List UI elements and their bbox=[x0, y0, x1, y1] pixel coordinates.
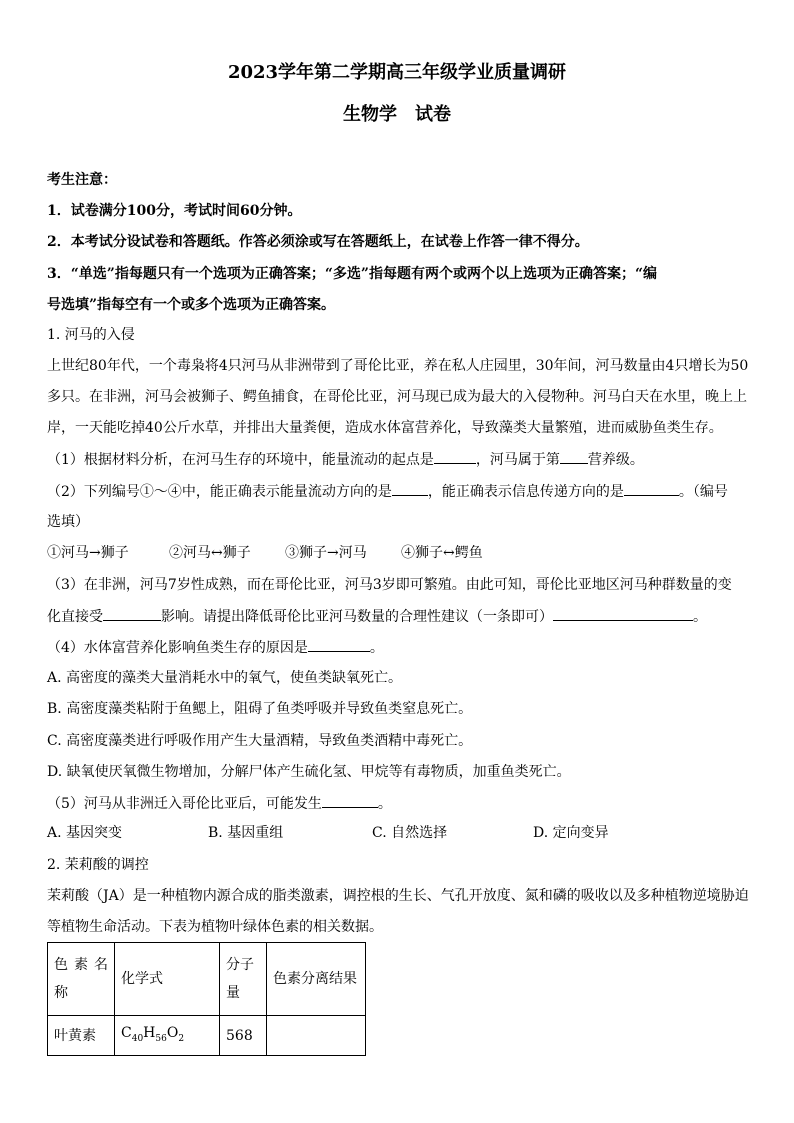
answer-blank[interactable] bbox=[434, 449, 476, 464]
table-cell-name: 叶黄素 bbox=[48, 1016, 115, 1056]
q1-sub2-cont: 选填） bbox=[47, 514, 89, 530]
notice-item-1: 1．试卷满分100分，考试时间60分钟。 bbox=[47, 203, 302, 219]
formula-part: H bbox=[143, 1024, 156, 1041]
q2-passage-line-2: 等植物生命活动。下表为植物叶绿体色素的相关数据。 bbox=[47, 919, 383, 935]
exam-title: 2023学年第二学期高三年级学业质量调研 bbox=[227, 62, 567, 83]
q1-sub4-option-b: B. 高密度藻类粘附于鱼鳃上，阻碍了鱼类呼吸并导致鱼类窒息死亡。 bbox=[47, 701, 473, 717]
q1-sub5-text-b: 。 bbox=[377, 796, 392, 812]
q1-sub4-option-c: C. 高密度藻类进行呼吸作用产生大量酒精，导致鱼类酒精中毒死亡。 bbox=[47, 733, 473, 749]
option: D. 定向变异 bbox=[533, 825, 609, 841]
option: C. 自然选择 bbox=[372, 825, 448, 841]
option: ①河马→狮子 bbox=[47, 545, 129, 561]
q1-sub4-text-b: 。 bbox=[369, 640, 384, 656]
notice-item-2: 2．本考试分设试卷和答题纸。作答必须涂或写在答题纸上，在试卷上作答一律不得分。 bbox=[47, 234, 589, 250]
q1-sub5 bbox=[47, 793, 392, 814]
answer-blank[interactable] bbox=[560, 449, 588, 464]
q1-sub2 bbox=[47, 481, 728, 502]
q2-passage-line-1: 茉莉酸（JA）是一种植物内源合成的脂类激素，调控根的生长、气孔开放度、氮和磷的吸收以及多种植物逆境胁迫 bbox=[47, 888, 749, 904]
q1-sub3: （3）在非洲，河马7岁性成熟，而在哥伦比亚，河马3岁即可繁殖。由此可知，哥伦比亚地区河马种群数量的变 bbox=[47, 577, 732, 593]
notice-heading: 考生注意： bbox=[47, 172, 117, 188]
formula-part: O bbox=[166, 1024, 179, 1041]
q1-sub1-text-a: （1）根据材料分析，在河马生存的环境中，能量流动的起点是 bbox=[47, 452, 434, 468]
table-cell-mw: 568 bbox=[220, 1016, 267, 1056]
question-1-title: 1. 河马的入侵 bbox=[47, 327, 135, 343]
pigment-table bbox=[47, 942, 366, 1056]
q1-sub2-text-a: （2）下列编号①～④中，能正确表示能量流动方向的是 bbox=[47, 484, 392, 500]
table-header: 色素名称 bbox=[48, 943, 115, 1016]
option: ②河马↔狮子 bbox=[169, 545, 251, 561]
notice-item-3-cont: 号选填”指每空有一个或多个选项为正确答案。 bbox=[47, 297, 336, 313]
q1-passage-line-2: 多只。在非洲，河马会被狮子、鳄鱼捕食，在哥伦比亚，河马现已成为最大的入侵物种。河马白天在水里，晚上上 bbox=[47, 389, 747, 405]
q1-passage-line-1: 上世纪80年代，一个毒枭将4只河马从非洲带到了哥伦比亚，养在私人庄园里，30年间，河马数量由4只增长为50 bbox=[47, 358, 749, 374]
q1-sub2-text-b: ，能正确表示信息传递方向的是 bbox=[427, 484, 624, 500]
formula-subscript: 2 bbox=[178, 1033, 185, 1044]
q1-sub4-option-a: A. 高密度的藻类大量消耗水中的氧气，使鱼类缺氧死亡。 bbox=[47, 670, 403, 686]
option: B. 基因重组 bbox=[208, 825, 284, 841]
q1-sub3-text-c: 影响。请提出降低哥伦比亚河马数量的合理性建议（一条即可） bbox=[161, 609, 553, 625]
exam-subtitle: 生物学 试卷 bbox=[343, 104, 451, 125]
table-row bbox=[48, 1016, 366, 1056]
option: ③狮子→河马 bbox=[285, 545, 367, 561]
table-header: 化学式 bbox=[115, 943, 220, 1016]
notice-item-3: 3．“单选”指每题只有一个选项为正确答案；“多选”指每题有两个或两个以上选项为正确答案；“编 bbox=[47, 266, 658, 282]
table-header-row bbox=[48, 943, 366, 1016]
answer-blank[interactable] bbox=[308, 637, 370, 652]
formula-subscript: 56 bbox=[155, 1033, 167, 1044]
q1-sub3-text-d: 。 bbox=[693, 609, 707, 625]
q1-sub4-text-a: （4）水体富营养化影响鱼类生存的原因是 bbox=[47, 640, 308, 656]
question-2-title: 2. 茉莉酸的调控 bbox=[47, 857, 149, 873]
formula-subscript: 40 bbox=[131, 1033, 144, 1044]
q1-sub4 bbox=[47, 637, 384, 658]
q1-passage-line-3: 岸，一天能吃掉40公斤水草，并排出大量粪便，造成水体富营养化，导致藻类大量繁殖，进而威胁鱼类生存。 bbox=[47, 420, 723, 436]
formula-part: C bbox=[121, 1024, 132, 1041]
q1-sub5-options bbox=[47, 823, 609, 843]
q1-sub4-option-d: D. 缺氧使厌氧微生物增加，分解尸体产生硫化氢、甲烷等有毒物质，加重鱼类死亡。 bbox=[47, 764, 571, 780]
q1-sub2-options bbox=[47, 543, 483, 563]
answer-blank[interactable] bbox=[553, 606, 693, 621]
option: A. 基因突变 bbox=[47, 825, 123, 841]
answer-blank[interactable] bbox=[322, 793, 378, 808]
table-header: 分子量 bbox=[220, 943, 267, 1016]
table-cell-formula bbox=[115, 1016, 220, 1056]
table-cell-result bbox=[267, 1016, 366, 1056]
answer-blank[interactable] bbox=[392, 481, 428, 496]
q1-sub2-text-c: 。（编号 bbox=[678, 484, 728, 500]
answer-blank[interactable] bbox=[624, 481, 679, 496]
q1-sub1-text-c: 营养级。 bbox=[587, 452, 644, 468]
q1-sub5-text-a: （5）河马从非洲迁入哥伦比亚后，可能发生 bbox=[47, 796, 322, 812]
q1-sub3-text-b: 化直接受 bbox=[47, 609, 103, 625]
q1-sub3-cont bbox=[47, 606, 707, 627]
q1-sub1-text-b: ，河马属于第 bbox=[475, 452, 560, 468]
q1-sub1 bbox=[47, 449, 644, 470]
table-header: 色素分离结果 bbox=[267, 943, 366, 1016]
option: ④狮子↔鳄鱼 bbox=[401, 545, 483, 561]
answer-blank[interactable] bbox=[103, 606, 161, 621]
